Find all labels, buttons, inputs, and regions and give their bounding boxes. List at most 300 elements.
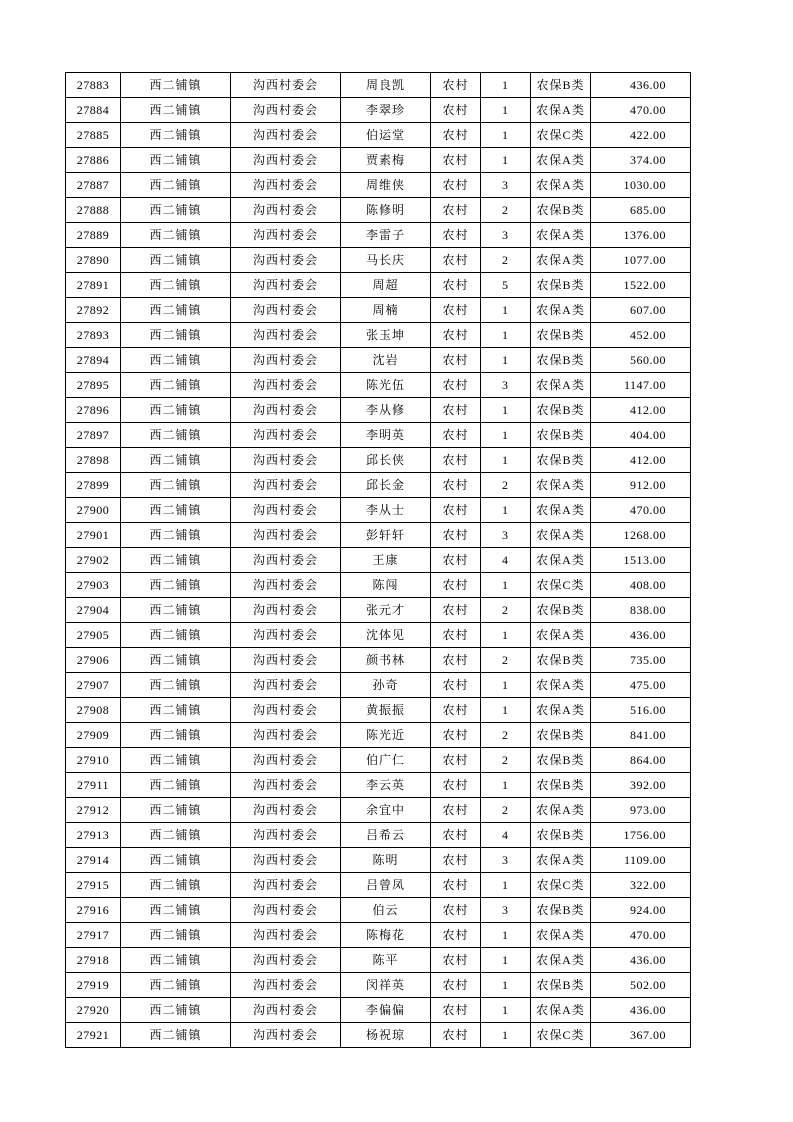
cell-residence: 农村 — [431, 173, 481, 198]
cell-category: 农保A类 — [531, 923, 591, 948]
cell-count: 1 — [481, 448, 531, 473]
cell-count: 1 — [481, 348, 531, 373]
cell-residence: 农村 — [431, 448, 481, 473]
cell-code: 27913 — [66, 823, 121, 848]
cell-count: 2 — [481, 198, 531, 223]
cell-residence: 农村 — [431, 648, 481, 673]
cell-amount: 607.00 — [591, 298, 691, 323]
cell-residence: 农村 — [431, 798, 481, 823]
cell-count: 3 — [481, 373, 531, 398]
cell-count: 1 — [481, 423, 531, 448]
cell-code: 27909 — [66, 723, 121, 748]
cell-amount: 436.00 — [591, 948, 691, 973]
cell-count: 2 — [481, 798, 531, 823]
cell-count: 1 — [481, 498, 531, 523]
cell-amount: 1268.00 — [591, 523, 691, 548]
cell-count: 1 — [481, 298, 531, 323]
cell-village: 沟西村委会 — [231, 498, 341, 523]
cell-name: 孙奇 — [341, 673, 431, 698]
table-row — [66, 523, 691, 548]
cell-code: 27888 — [66, 198, 121, 223]
cell-code: 27887 — [66, 173, 121, 198]
cell-category: 农保B类 — [531, 598, 591, 623]
cell-residence: 农村 — [431, 423, 481, 448]
cell-residence: 农村 — [431, 748, 481, 773]
cell-village: 沟西村委会 — [231, 473, 341, 498]
cell-amount: 436.00 — [591, 998, 691, 1023]
cell-town: 西二铺镇 — [121, 348, 231, 373]
table-row — [66, 773, 691, 798]
cell-village: 沟西村委会 — [231, 273, 341, 298]
table-row — [66, 373, 691, 398]
cell-village: 沟西村委会 — [231, 623, 341, 648]
cell-amount: 1077.00 — [591, 248, 691, 273]
cell-town: 西二铺镇 — [121, 623, 231, 648]
cell-code: 27905 — [66, 623, 121, 648]
cell-code: 27919 — [66, 973, 121, 998]
table-row — [66, 898, 691, 923]
cell-code: 27912 — [66, 798, 121, 823]
table-row — [66, 173, 691, 198]
table-row — [66, 623, 691, 648]
cell-name: 彭轩轩 — [341, 523, 431, 548]
cell-residence: 农村 — [431, 323, 481, 348]
cell-town: 西二铺镇 — [121, 573, 231, 598]
cell-town: 西二铺镇 — [121, 798, 231, 823]
cell-residence: 农村 — [431, 348, 481, 373]
table-row — [66, 423, 691, 448]
cell-category: 农保B类 — [531, 398, 591, 423]
table-row — [66, 223, 691, 248]
cell-amount: 841.00 — [591, 723, 691, 748]
cell-residence: 农村 — [431, 523, 481, 548]
cell-name: 陈闯 — [341, 573, 431, 598]
cell-code: 27884 — [66, 98, 121, 123]
cell-name: 周楠 — [341, 298, 431, 323]
cell-village: 沟西村委会 — [231, 998, 341, 1023]
cell-residence: 农村 — [431, 973, 481, 998]
cell-count: 1 — [481, 923, 531, 948]
cell-town: 西二铺镇 — [121, 123, 231, 148]
cell-name: 杨祝琼 — [341, 1023, 431, 1048]
cell-name: 伯广仁 — [341, 748, 431, 773]
cell-code: 27886 — [66, 148, 121, 173]
cell-name: 李明英 — [341, 423, 431, 448]
cell-amount: 685.00 — [591, 198, 691, 223]
table-row — [66, 298, 691, 323]
cell-count: 1 — [481, 973, 531, 998]
cell-name: 沈体见 — [341, 623, 431, 648]
cell-category: 农保A类 — [531, 223, 591, 248]
table-row — [66, 698, 691, 723]
cell-amount: 1109.00 — [591, 848, 691, 873]
cell-amount: 367.00 — [591, 1023, 691, 1048]
cell-residence: 农村 — [431, 373, 481, 398]
cell-code: 27906 — [66, 648, 121, 673]
table-row — [66, 973, 691, 998]
table-row — [66, 73, 691, 98]
table-row — [66, 673, 691, 698]
cell-amount: 1030.00 — [591, 173, 691, 198]
cell-name: 邱长金 — [341, 473, 431, 498]
cell-category: 农保B类 — [531, 973, 591, 998]
cell-code: 27914 — [66, 848, 121, 873]
cell-category: 农保A类 — [531, 798, 591, 823]
cell-category: 农保A类 — [531, 523, 591, 548]
cell-residence: 农村 — [431, 273, 481, 298]
cell-village: 沟西村委会 — [231, 548, 341, 573]
cell-residence: 农村 — [431, 873, 481, 898]
cell-residence: 农村 — [431, 123, 481, 148]
cell-residence: 农村 — [431, 998, 481, 1023]
cell-residence: 农村 — [431, 198, 481, 223]
cell-residence: 农村 — [431, 148, 481, 173]
table-row — [66, 948, 691, 973]
table-row — [66, 848, 691, 873]
cell-town: 西二铺镇 — [121, 173, 231, 198]
cell-category: 农保A类 — [531, 98, 591, 123]
cell-count: 1 — [481, 323, 531, 348]
cell-count: 4 — [481, 823, 531, 848]
cell-category: 农保A类 — [531, 298, 591, 323]
cell-town: 西二铺镇 — [121, 148, 231, 173]
cell-residence: 农村 — [431, 823, 481, 848]
cell-code: 27883 — [66, 73, 121, 98]
table-row — [66, 648, 691, 673]
table-row — [66, 498, 691, 523]
cell-town: 西二铺镇 — [121, 823, 231, 848]
cell-town: 西二铺镇 — [121, 898, 231, 923]
cell-name: 陈修明 — [341, 198, 431, 223]
cell-town: 西二铺镇 — [121, 323, 231, 348]
cell-category: 农保B类 — [531, 198, 591, 223]
cell-category: 农保B类 — [531, 348, 591, 373]
cell-code: 27894 — [66, 348, 121, 373]
cell-count: 3 — [481, 848, 531, 873]
cell-count: 1 — [481, 948, 531, 973]
cell-name: 张玉坤 — [341, 323, 431, 348]
cell-amount: 502.00 — [591, 973, 691, 998]
cell-town: 西二铺镇 — [121, 473, 231, 498]
cell-town: 西二铺镇 — [121, 773, 231, 798]
cell-village: 沟西村委会 — [231, 823, 341, 848]
table-row — [66, 723, 691, 748]
cell-village: 沟西村委会 — [231, 348, 341, 373]
cell-village: 沟西村委会 — [231, 73, 341, 98]
cell-name: 李从修 — [341, 398, 431, 423]
cell-residence: 农村 — [431, 673, 481, 698]
table-row — [66, 748, 691, 773]
cell-count: 2 — [481, 598, 531, 623]
cell-amount: 912.00 — [591, 473, 691, 498]
cell-residence: 农村 — [431, 948, 481, 973]
cell-category: 农保A类 — [531, 623, 591, 648]
cell-town: 西二铺镇 — [121, 298, 231, 323]
cell-residence: 农村 — [431, 723, 481, 748]
cell-amount: 1513.00 — [591, 548, 691, 573]
cell-residence: 农村 — [431, 898, 481, 923]
cell-name: 陈梅花 — [341, 923, 431, 948]
cell-name: 邱长侠 — [341, 448, 431, 473]
cell-town: 西二铺镇 — [121, 548, 231, 573]
cell-category: 农保A类 — [531, 548, 591, 573]
cell-count: 3 — [481, 223, 531, 248]
cell-count: 1 — [481, 673, 531, 698]
cell-count: 1 — [481, 398, 531, 423]
cell-town: 西二铺镇 — [121, 748, 231, 773]
cell-name: 周超 — [341, 273, 431, 298]
cell-town: 西二铺镇 — [121, 998, 231, 1023]
cell-code: 27920 — [66, 998, 121, 1023]
cell-village: 沟西村委会 — [231, 98, 341, 123]
cell-name: 周维侠 — [341, 173, 431, 198]
table-row — [66, 598, 691, 623]
cell-residence: 农村 — [431, 573, 481, 598]
cell-category: 农保A类 — [531, 473, 591, 498]
cell-village: 沟西村委会 — [231, 423, 341, 448]
cell-count: 1 — [481, 73, 531, 98]
cell-count: 3 — [481, 173, 531, 198]
cell-count: 2 — [481, 248, 531, 273]
cell-code: 27892 — [66, 298, 121, 323]
cell-amount: 436.00 — [591, 73, 691, 98]
cell-village: 沟西村委会 — [231, 723, 341, 748]
cell-name: 张元才 — [341, 598, 431, 623]
cell-name: 李从士 — [341, 498, 431, 523]
table-row — [66, 98, 691, 123]
cell-code: 27902 — [66, 548, 121, 573]
cell-town: 西二铺镇 — [121, 873, 231, 898]
cell-town: 西二铺镇 — [121, 673, 231, 698]
cell-name: 吕希云 — [341, 823, 431, 848]
cell-category: 农保A类 — [531, 248, 591, 273]
cell-village: 沟西村委会 — [231, 648, 341, 673]
table-row — [66, 323, 691, 348]
cell-amount: 436.00 — [591, 623, 691, 648]
cell-category: 农保B类 — [531, 73, 591, 98]
cell-residence: 农村 — [431, 298, 481, 323]
cell-residence: 农村 — [431, 598, 481, 623]
cell-village: 沟西村委会 — [231, 873, 341, 898]
cell-town: 西二铺镇 — [121, 98, 231, 123]
cell-village: 沟西村委会 — [231, 923, 341, 948]
cell-amount: 392.00 — [591, 773, 691, 798]
cell-village: 沟西村委会 — [231, 448, 341, 473]
cell-name: 伯云 — [341, 898, 431, 923]
cell-code: 27908 — [66, 698, 121, 723]
cell-count: 5 — [481, 273, 531, 298]
cell-residence: 农村 — [431, 773, 481, 798]
cell-category: 农保A类 — [531, 498, 591, 523]
cell-code: 27885 — [66, 123, 121, 148]
cell-count: 1 — [481, 773, 531, 798]
cell-name: 陈光伍 — [341, 373, 431, 398]
payment-table-body — [66, 73, 691, 1048]
cell-category: 农保B类 — [531, 323, 591, 348]
cell-code: 27916 — [66, 898, 121, 923]
table-row — [66, 1023, 691, 1048]
table-row — [66, 823, 691, 848]
cell-town: 西二铺镇 — [121, 73, 231, 98]
cell-name: 黄振振 — [341, 698, 431, 723]
cell-village: 沟西村委会 — [231, 898, 341, 923]
cell-amount: 422.00 — [591, 123, 691, 148]
cell-town: 西二铺镇 — [121, 723, 231, 748]
cell-name: 吕曾凤 — [341, 873, 431, 898]
cell-town: 西二铺镇 — [121, 848, 231, 873]
cell-code: 27891 — [66, 273, 121, 298]
cell-name: 李偏偏 — [341, 998, 431, 1023]
cell-category: 农保A类 — [531, 948, 591, 973]
table-row — [66, 873, 691, 898]
cell-category: 农保B类 — [531, 898, 591, 923]
cell-name: 沈岩 — [341, 348, 431, 373]
cell-count: 1 — [481, 123, 531, 148]
cell-name: 闵祥英 — [341, 973, 431, 998]
cell-category: 农保B类 — [531, 823, 591, 848]
cell-category: 农保A类 — [531, 148, 591, 173]
cell-count: 4 — [481, 548, 531, 573]
cell-code: 27900 — [66, 498, 121, 523]
cell-category: 农保B类 — [531, 723, 591, 748]
cell-amount: 412.00 — [591, 398, 691, 423]
cell-amount: 374.00 — [591, 148, 691, 173]
cell-village: 沟西村委会 — [231, 173, 341, 198]
cell-residence: 农村 — [431, 548, 481, 573]
cell-count: 1 — [481, 623, 531, 648]
cell-code: 27893 — [66, 323, 121, 348]
cell-amount: 322.00 — [591, 873, 691, 898]
cell-village: 沟西村委会 — [231, 398, 341, 423]
cell-amount: 470.00 — [591, 923, 691, 948]
cell-town: 西二铺镇 — [121, 523, 231, 548]
cell-residence: 农村 — [431, 848, 481, 873]
table-row — [66, 573, 691, 598]
cell-village: 沟西村委会 — [231, 248, 341, 273]
cell-code: 27901 — [66, 523, 121, 548]
cell-village: 沟西村委会 — [231, 123, 341, 148]
table-row — [66, 148, 691, 173]
cell-count: 1 — [481, 1023, 531, 1048]
cell-amount: 475.00 — [591, 673, 691, 698]
cell-village: 沟西村委会 — [231, 673, 341, 698]
cell-count: 1 — [481, 998, 531, 1023]
cell-category: 农保A类 — [531, 698, 591, 723]
cell-category: 农保B类 — [531, 773, 591, 798]
cell-category: 农保A类 — [531, 673, 591, 698]
cell-count: 2 — [481, 748, 531, 773]
table-row — [66, 923, 691, 948]
cell-code: 27921 — [66, 1023, 121, 1048]
payment-table — [65, 72, 691, 1048]
cell-village: 沟西村委会 — [231, 223, 341, 248]
table-row — [66, 548, 691, 573]
cell-town: 西二铺镇 — [121, 273, 231, 298]
cell-category: 农保A类 — [531, 373, 591, 398]
cell-residence: 农村 — [431, 398, 481, 423]
cell-village: 沟西村委会 — [231, 798, 341, 823]
cell-residence: 农村 — [431, 698, 481, 723]
cell-residence: 农村 — [431, 923, 481, 948]
table-row — [66, 998, 691, 1023]
cell-village: 沟西村委会 — [231, 973, 341, 998]
cell-category: 农保B类 — [531, 648, 591, 673]
cell-residence: 农村 — [431, 473, 481, 498]
cell-amount: 470.00 — [591, 98, 691, 123]
table-row — [66, 473, 691, 498]
cell-village: 沟西村委会 — [231, 748, 341, 773]
cell-category: 农保C类 — [531, 1023, 591, 1048]
cell-category: 农保A类 — [531, 848, 591, 873]
cell-town: 西二铺镇 — [121, 648, 231, 673]
cell-name: 陈光近 — [341, 723, 431, 748]
cell-town: 西二铺镇 — [121, 1023, 231, 1048]
cell-amount: 408.00 — [591, 573, 691, 598]
cell-name: 颜书林 — [341, 648, 431, 673]
table-row — [66, 448, 691, 473]
cell-code: 27897 — [66, 423, 121, 448]
cell-amount: 838.00 — [591, 598, 691, 623]
cell-amount: 404.00 — [591, 423, 691, 448]
cell-code: 27895 — [66, 373, 121, 398]
cell-count: 3 — [481, 523, 531, 548]
cell-residence: 农村 — [431, 1023, 481, 1048]
cell-residence: 农村 — [431, 623, 481, 648]
cell-town: 西二铺镇 — [121, 198, 231, 223]
cell-residence: 农村 — [431, 498, 481, 523]
cell-count: 2 — [481, 648, 531, 673]
cell-code: 27903 — [66, 573, 121, 598]
table-row — [66, 123, 691, 148]
cell-count: 2 — [481, 723, 531, 748]
cell-name: 余宜中 — [341, 798, 431, 823]
cell-category: 农保B类 — [531, 448, 591, 473]
cell-village: 沟西村委会 — [231, 848, 341, 873]
cell-town: 西二铺镇 — [121, 973, 231, 998]
cell-amount: 735.00 — [591, 648, 691, 673]
table-row — [66, 798, 691, 823]
cell-name: 李云英 — [341, 773, 431, 798]
cell-code: 27896 — [66, 398, 121, 423]
cell-amount: 864.00 — [591, 748, 691, 773]
cell-name: 伯运堂 — [341, 123, 431, 148]
cell-amount: 1376.00 — [591, 223, 691, 248]
cell-town: 西二铺镇 — [121, 223, 231, 248]
cell-name: 李翠珍 — [341, 98, 431, 123]
cell-amount: 1756.00 — [591, 823, 691, 848]
cell-name: 贾素梅 — [341, 148, 431, 173]
cell-village: 沟西村委会 — [231, 773, 341, 798]
cell-amount: 412.00 — [591, 448, 691, 473]
cell-amount: 924.00 — [591, 898, 691, 923]
cell-name: 王康 — [341, 548, 431, 573]
cell-town: 西二铺镇 — [121, 698, 231, 723]
cell-town: 西二铺镇 — [121, 373, 231, 398]
cell-name: 马长庆 — [341, 248, 431, 273]
cell-village: 沟西村委会 — [231, 573, 341, 598]
cell-category: 农保C类 — [531, 123, 591, 148]
cell-village: 沟西村委会 — [231, 373, 341, 398]
cell-residence: 农村 — [431, 73, 481, 98]
cell-code: 27907 — [66, 673, 121, 698]
cell-town: 西二铺镇 — [121, 498, 231, 523]
cell-village: 沟西村委会 — [231, 698, 341, 723]
cell-code: 27911 — [66, 773, 121, 798]
cell-residence: 农村 — [431, 248, 481, 273]
cell-category: 农保C类 — [531, 873, 591, 898]
cell-residence: 农村 — [431, 98, 481, 123]
cell-category: 农保B类 — [531, 423, 591, 448]
